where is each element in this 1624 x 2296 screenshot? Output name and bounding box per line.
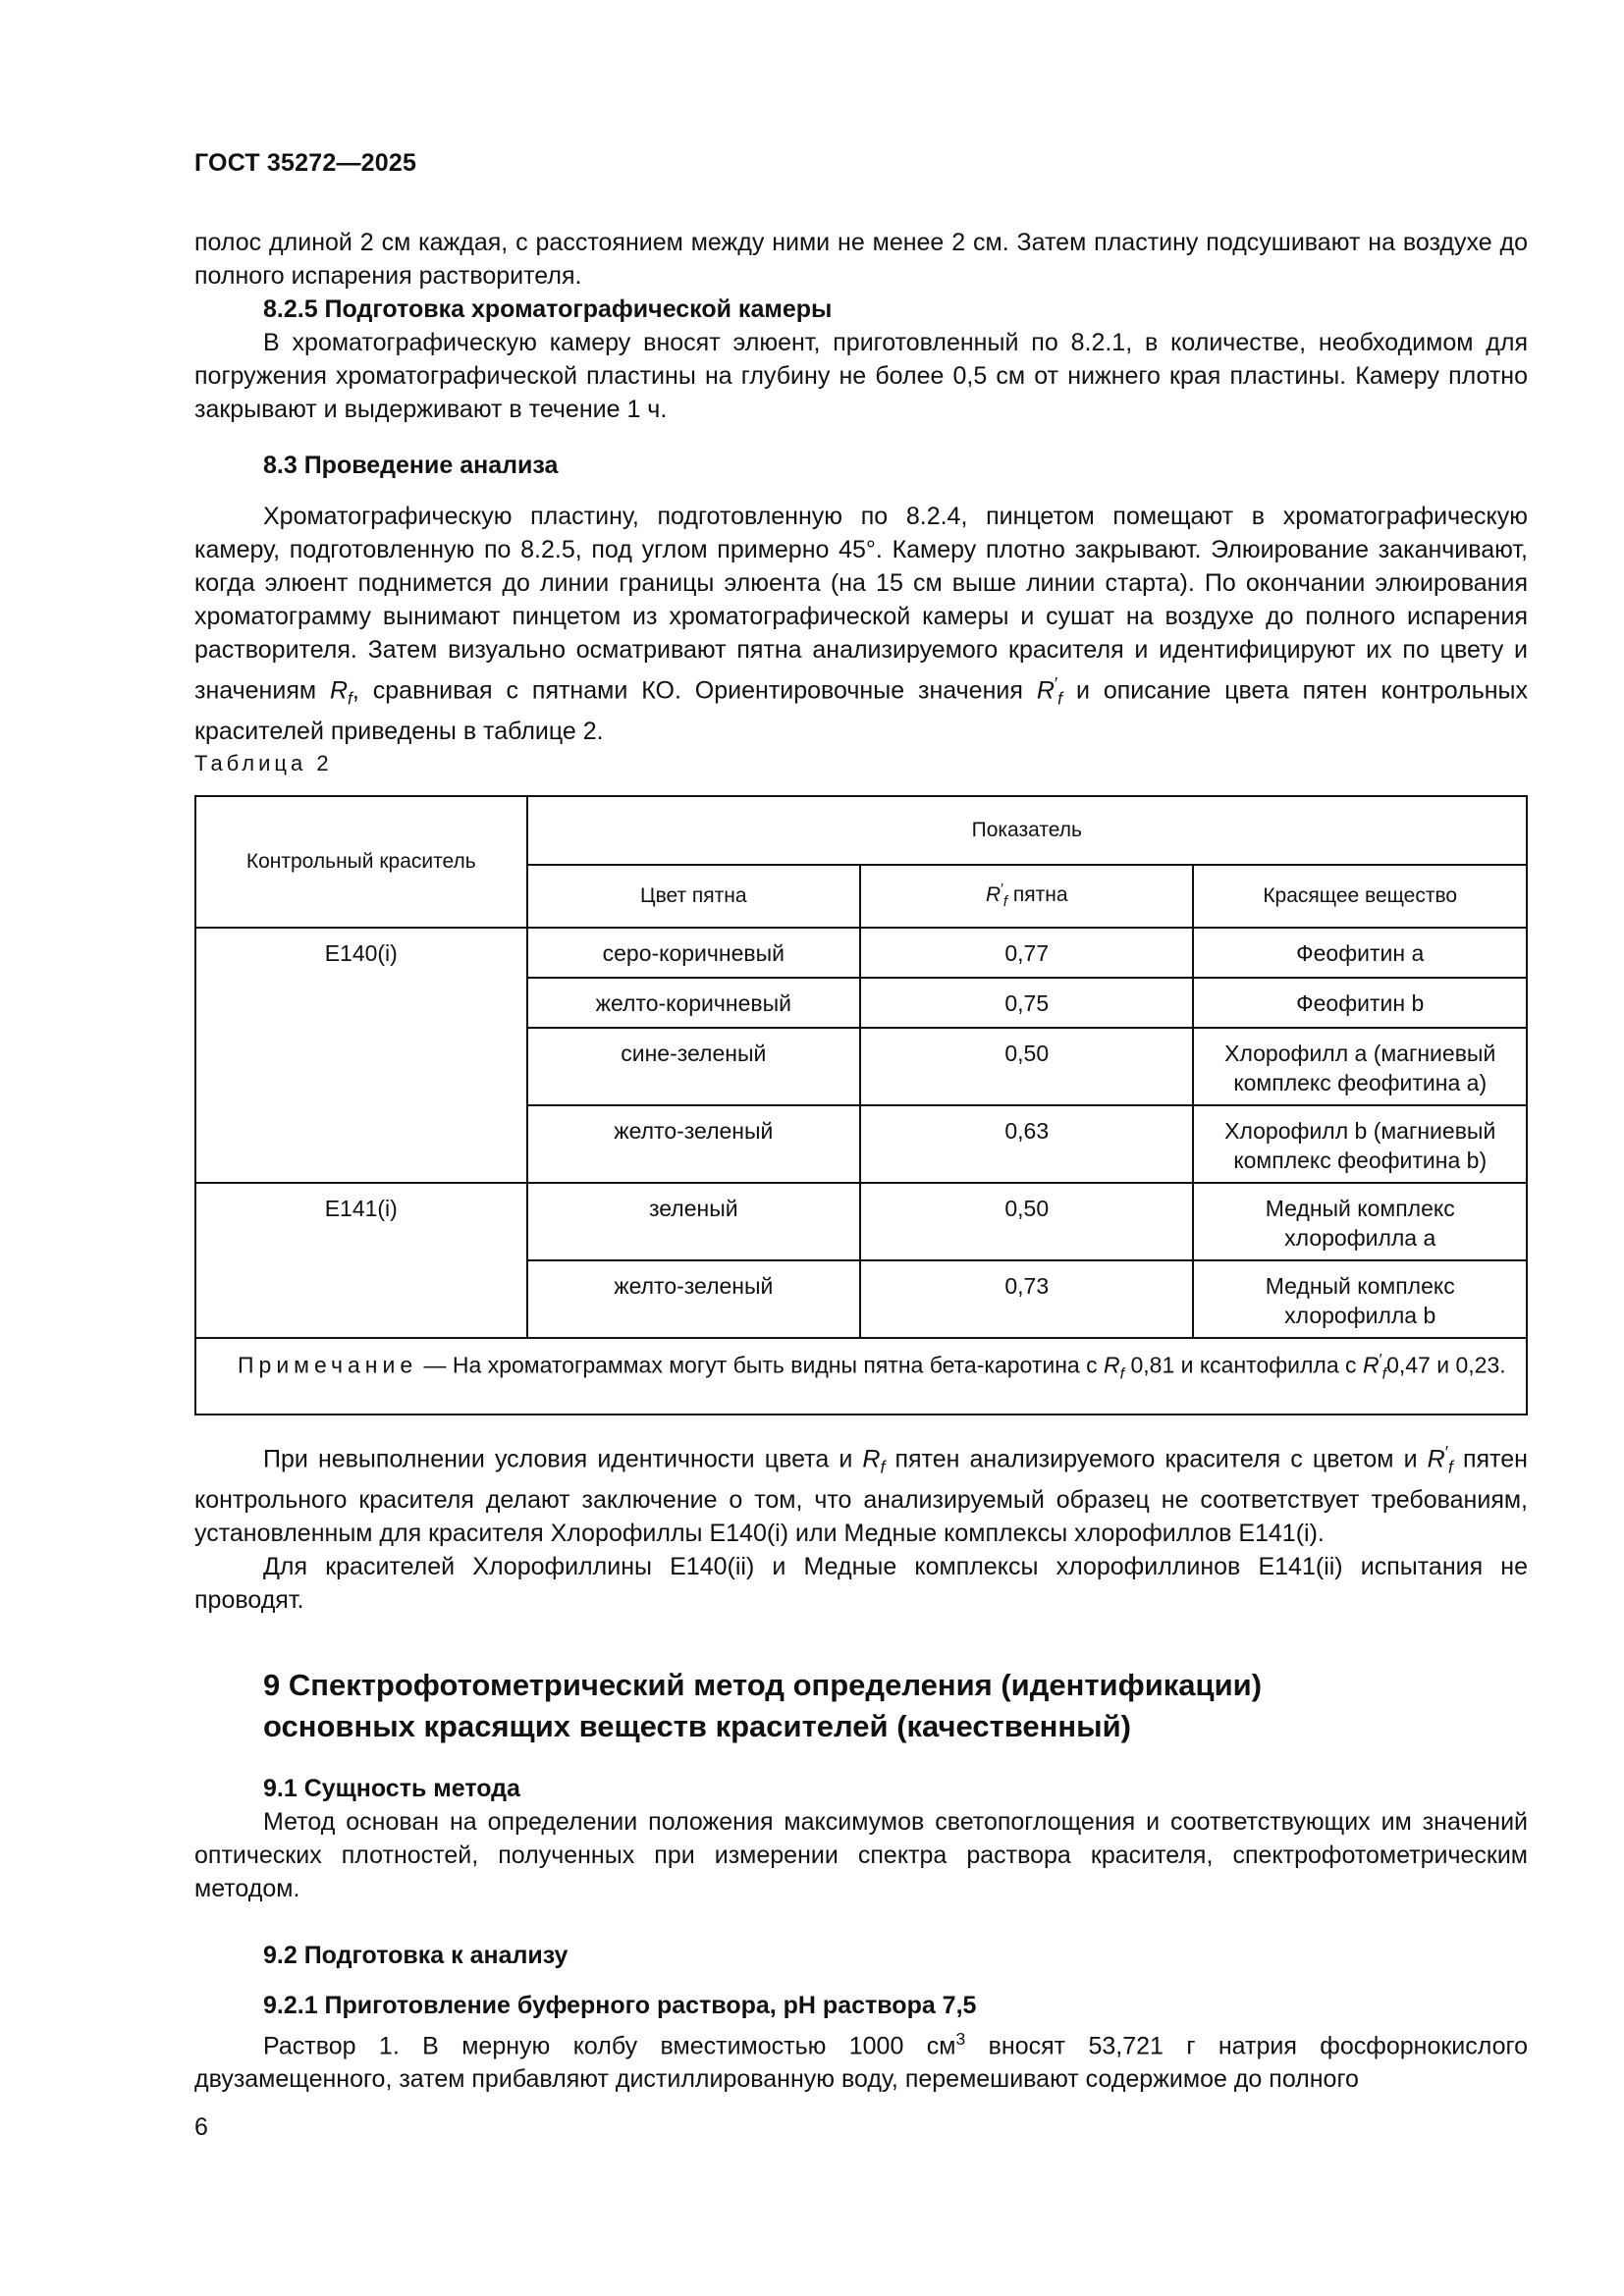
color-cell: сине-зеленый xyxy=(527,1028,861,1105)
rf-cell: 0,63 xyxy=(860,1105,1193,1183)
rf-cell: 0,75 xyxy=(860,978,1193,1028)
color-cell: зеленый xyxy=(527,1183,861,1260)
header-control-dye: Контрольный краситель xyxy=(195,796,527,928)
section-9-1-text: Метод основан на определении положения максимумов светопоглощения и соответствующих им значений оптических плотностей, полученных при измерении спектра раствора красителя, спектрофотометрическим методом. xyxy=(194,1808,1528,1902)
color-cell: желто-зеленый xyxy=(527,1260,861,1338)
rf-cell: 0,50 xyxy=(860,1028,1193,1105)
section-8-3-text: Хроматографическую пластину, подготовленную по 8.2.4, пинцетом помещают в хроматографическую камеру, подготовленную по 8.2.5, под углом примерно 45°. Камеру плотно закрывают. Элюирование заканчивают, когда элюент поднимется до линии границы элюента (на 15 см выше линии старта). По окончании элюирования хроматограмму вынимают пинцетом из хроматографической камеры и сушат на воздухе до полного испарения растворителя. Затем визуально осматривают пятна анализируемого красителя и идентифицируют их по цвету и значениям $R_f$, сравнивая с пятнами КО. Ориентировочные значения $R'_f$ и описание цвета пятен контрольных красителей приведены в таблице 2. xyxy=(194,503,1529,746)
color-cell: желто-зеленый xyxy=(527,1105,861,1183)
substance-cell: Феофитин а xyxy=(1193,928,1527,978)
rf-cell: 0,73 xyxy=(860,1260,1193,1338)
table-note-row xyxy=(195,1338,1527,1415)
table-row xyxy=(195,1183,1527,1260)
header-spot-color: Цвет пятна xyxy=(527,865,861,928)
section-8-3 xyxy=(194,449,1528,748)
section-9-1 xyxy=(194,1772,1528,1905)
table-caption: Таблица 2 xyxy=(194,751,333,775)
table-row xyxy=(195,928,1527,978)
substance-cell: Феофитин b xyxy=(1193,978,1527,1028)
paragraph-conclusion: При невыполнении условия идентичности цвета и $R_f$ пятен анализируемого красителя с цветом и $R'_f$ пятен контрольного красителя делают заключение о том, что анализируемый образец не соответствует требованиям, установленным для красителя Хлорофиллы Е140(i) или Медные комплексы хлорофиллов Е141(i). xyxy=(194,1442,1528,1548)
section-8-3-title: 8.3 Проведение анализа xyxy=(263,452,559,479)
dye-cell: E140(i) xyxy=(195,928,527,1183)
section-9-2-1-title: 9.2.1 Приготовление буферного раствора, pH раствора 7,5 xyxy=(263,1992,977,2019)
substance-cell: Хлорофилл а (магниевый комплекс феофитина а) xyxy=(1193,1028,1527,1105)
header-substance: Красящее вещество xyxy=(1193,865,1527,928)
section-8-2-5-text: В хроматографическую камеру вносят элюент, приготовленный по 8.2.1, в количестве, необходимом для погружения хроматографической пластины на глубину не более 0,5 см от нижнего края пластины. Камеру плотно закрывают и выдерживают в течение 1 ч. xyxy=(194,329,1528,423)
section-9-1-title: 9.1 Сущность метода xyxy=(263,1775,520,1802)
header-rf: $R'_f$ пятна xyxy=(860,865,1193,928)
page-number: 6 xyxy=(194,2113,208,2141)
table-2 xyxy=(194,795,1528,1415)
section-8-2-5-title: 8.2.5 Подготовка хроматографической камеры xyxy=(263,295,833,323)
dye-cell: E141(i) xyxy=(195,1183,527,1338)
section-9-2-1 xyxy=(194,1989,1528,2096)
section-9-2-title: 9.2 Подготовка к анализу xyxy=(263,1942,568,1969)
substance-cell: Хлорофилл b (магниевый комплекс феофитина b) xyxy=(1193,1105,1527,1183)
substance-cell: Медный комплекс хлорофилла а xyxy=(1193,1183,1527,1260)
header-indicator: Показатель xyxy=(527,796,1527,865)
paragraph-no-tests: Для красителей Хлорофиллины Е140(ii) и Медные комплексы хлорофиллинов Е141(ii) испытания не проводят. xyxy=(194,1553,1528,1615)
text-block-top xyxy=(194,226,1528,426)
paragraph-continuation: полос длиной 2 см каждая, с расстоянием между ними не менее 2 см. Затем пластину подсушивают на воздухе до полного испарения растворителя. xyxy=(194,229,1528,290)
rf-cell: 0,77 xyxy=(860,928,1193,978)
text-block-after-table xyxy=(194,1435,1528,1617)
document-header: ГОСТ 35272—2025 xyxy=(194,149,417,177)
section-9-title: 9 Спектрофотометрический метод определения (идентификации) основных красящих веществ красителей (качественный) xyxy=(263,1668,1263,1743)
color-cell: желто-коричневый xyxy=(527,978,861,1028)
substance-cell: Медный комплекс хлорофилла b xyxy=(1193,1260,1527,1338)
rf-cell: 0,50 xyxy=(860,1183,1193,1260)
section-9-2-1-text: Раствор 1. В мерную колбу вместимостью 1000 $см^3$ вносят 53,721 г натрия фосфорнокислого двузамещенного, затем прибавляют дистиллированную воду, перемешивают содержимое до полного xyxy=(194,2029,1529,2094)
color-cell: серо-коричневый xyxy=(527,928,861,978)
table-note: Примечание — На хроматограммах могут быть видны пятна бета-каротина с $R_f$ 0,81 и ксантофилла с $R'_f0,47$ и 0,23. xyxy=(195,1338,1527,1415)
section-9-2 xyxy=(194,1939,1528,1972)
